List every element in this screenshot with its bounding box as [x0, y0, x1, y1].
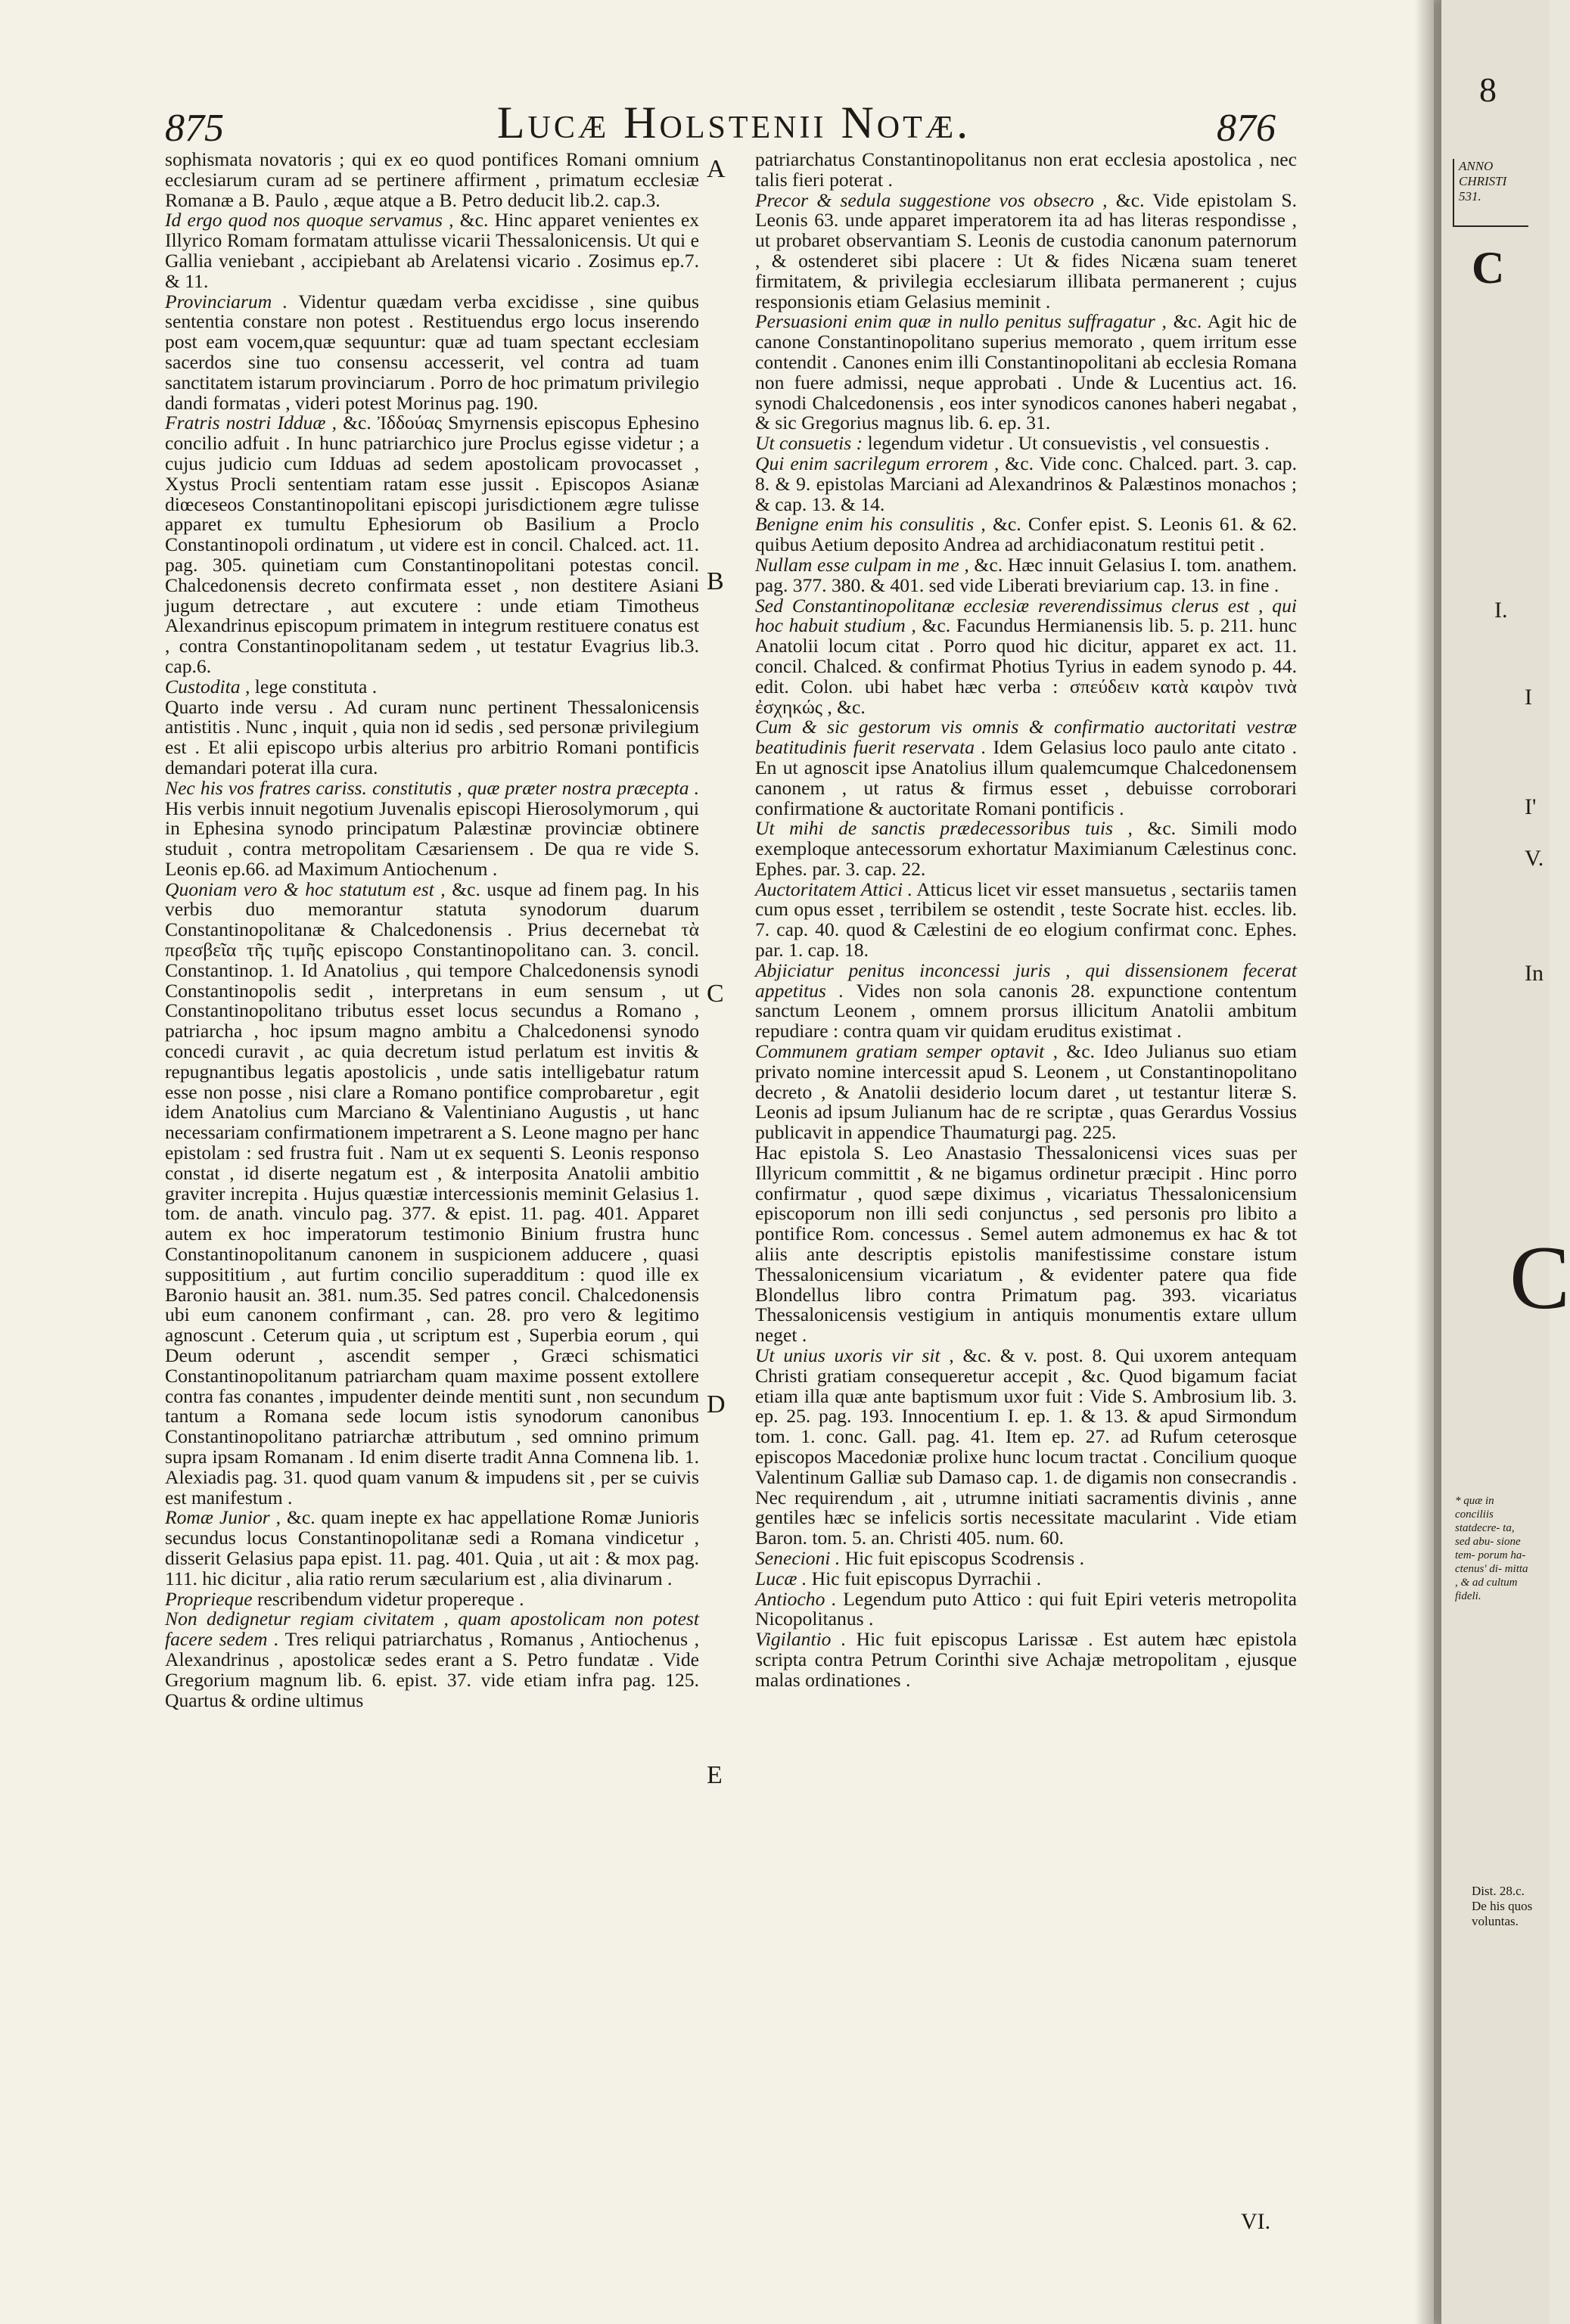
- note-paragraph: [165, 880, 699, 1508]
- lemma: Senecioni .: [755, 1546, 841, 1569]
- left-column: [165, 150, 699, 1710]
- note-text: &c. Ἰδδούας Smyrnensis episcopus Ephesino concilio adfuit . In hunc patriarchico jure Proclus egisse videtur ; a cujus judicio cum Idduas ad sedem apostolicam provocasset , Xystus Procli sententiam ratam esse jussit . Episcopos Asianæ diœceseos Constantinopolitani episcopi jurisdictionem ægre tulisse apparet ex tumultu Ephesiorum ob Basilium a Proclo Constantinopoli ordinatum , ut videre est in concil. Chalced. act. 11. pag. 305. quinetiam cum Constantinopolitani potestas concil. Chalcedonensis decreto confirmata esset , non destitere Asiani jugum detrectare , aut excutere : unde etiam Timotheus Alexandrinus episcopum primatem in integrum restituere conatus est , contra Constantinopolitanam sedem , ut testatur Evagrius lib.3. cap.6.: [165, 412, 699, 677]
- note-text: &c. Vide epistolam S. Leonis 63. unde apparet imperatorem ita ad has literas respondisse , ut probaret observantiam S. Leonis de custodia canonum paternorum , & ostenderet sibi placere : Ut & fides Nicæna suam teneret firmitatem, & privilegia ecclesiarum illibata permanerent ; cujus responsionis etiam Gelasius meminit .: [755, 188, 1297, 312]
- note-text: Quarto inde versu . Ad curam nunc pertinent Thessalonicensis antistitis . Nunc , inquit , quia non id sedis , sed personæ privilegium est . Et alii episcopo urbis alterius pro arbitrio Romani pontificis demandari poterat illa cura.: [165, 695, 699, 778]
- lemma: Ut unius uxoris vir sit ,: [755, 1344, 954, 1367]
- next-page-number: 8: [1479, 70, 1497, 109]
- catchword: VI.: [1241, 2209, 1271, 2234]
- lemma: Id ergo quod nos quoque servamus ,: [165, 209, 454, 231]
- note-paragraph: [755, 819, 1297, 879]
- lemma: Sed Constantinopolitanæ ecclesiæ reverendissimus clerus est , qui hoc habuit studium ,: [755, 594, 1297, 637]
- note-text: Vides non sola canonis 28. expunctione contentum sanctum Leonem , omnem prorsus illicitum Anatolii ambitum repudiare : contra quam vir quidam eruditus existimat .: [755, 979, 1298, 1042]
- note-text: Hic fuit episcopus Scodrensis .: [844, 1546, 1085, 1569]
- margin-letter-c: C: [707, 980, 724, 1008]
- anno-christi-box: [1453, 159, 1528, 227]
- next-page-initial: C: [1472, 243, 1505, 293]
- lemma: Ut consuetis :: [755, 432, 863, 455]
- note-paragraph: [755, 454, 1297, 514]
- lemma: Vigilantio .: [755, 1628, 847, 1651]
- note-paragraph: [755, 1569, 1297, 1589]
- page-number-left: 875: [165, 107, 224, 150]
- next-page-fragment: I: [1525, 685, 1532, 710]
- note-text: Hic fuit episcopus Larissæ . Est autem hæc epistola scripta contra Petrum Corinthi sive Achajæ metropolitam , ejusque malas ordinationes .: [755, 1628, 1297, 1691]
- lemma: Precor & sedula suggestione vos obsecro ,: [755, 188, 1108, 211]
- next-page-edge: [1441, 0, 1570, 2324]
- lemma: Nullam esse culpam in me ,: [755, 553, 969, 576]
- next-page-fragment: I': [1525, 794, 1537, 819]
- next-page-fragment: V.: [1525, 846, 1544, 871]
- note-paragraph: [165, 695, 699, 778]
- lemma: Custodita ,: [165, 675, 250, 698]
- note-text: His verbis innuit negotium Juvenalis episcopi Hierosolymorum , qui in Ephesina synodo principatum Palæstinæ provinciæ obtinere studuit , contra metropolitam Cæsariensem . De qua re vide S. Leonis ep.66. ad Maximum Antiochenum .: [165, 797, 699, 880]
- note-text: Atticus licet vir esset mansuetus , sectariis tamen cum opus esset , terribilem se ostendit , teste Socrate hist. eccles. lib. 7. cap. 40. quod & Cælestini de eo elogium confirmat conc. Ephes. par. 1. cap. 18.: [755, 878, 1297, 962]
- note-paragraph: [755, 1589, 1297, 1630]
- note-text: lege constituta .: [254, 675, 378, 698]
- note-text: patriarchatus Constantinopolitanus non erat ecclesia apostolica , nec talis fieri poterat .: [755, 148, 1297, 191]
- note-paragraph: [165, 210, 699, 291]
- note-paragraph: [165, 1589, 699, 1610]
- note-paragraph: [165, 1609, 699, 1710]
- lemma: Persuasioni enim quæ in nullo penitus suffragatur ,: [755, 310, 1167, 333]
- next-page-dist-note: Dist. 28.c. De his quos voluntas.: [1472, 1884, 1533, 1928]
- note-text: &c. quam inepte ex hac appellatione Romæ Junioris secundus locus Constantinopolitanæ sedi a Romana vindicetur , disserit Gelasius papa epist. 11. pag. 401. Quia , ut ait : & mox pag. 111. hic dicitur , alia ratio rerum sæcularium est , alia divinarum .: [165, 1506, 699, 1589]
- margin-letter-a: A: [707, 155, 726, 183]
- margin-letter-e: E: [707, 1761, 723, 1789]
- margin-letter-d: D: [707, 1390, 726, 1418]
- note-text: rescribendum videtur propereque .: [257, 1587, 524, 1610]
- next-page-footnote: * quæ in conciliis statdecre- ta, sed abu- sione tem- porum ha- ctenus' di- mitta , & ad cultum fideli.: [1455, 1495, 1528, 1602]
- note-paragraph: [755, 188, 1297, 312]
- note-paragraph: [755, 717, 1297, 819]
- note-paragraph: [755, 312, 1297, 433]
- note-paragraph: [755, 1143, 1297, 1346]
- lemma: Antiocho .: [755, 1587, 837, 1610]
- note-paragraph: [755, 514, 1297, 555]
- note-text: Hac epistola S. Leo Anastasio Thessalonicensi vices suas per Illyricum committit , & ne bigamus ordinetur præcipit . Hinc porro confirmatur , quod sæpe diximus , vicariatus Thessalonicensium episcoporum non illi sedi conjunctus , sed personis pro libito a pontifice Rom. concessus . Semel autem admonemus ex hac & tot aliis ante descriptis epistolis manifestissime constare istum Thessalonicensium vicariatum , & evidenter patere qua fide Blondellus libro contra Primatum pag. 393. vicariatus Thessalonicensis vestigium in antiquis monumentis extare ullum neget .: [755, 1142, 1297, 1347]
- lemma: Nec his vos fratres cariss. constitutis , quæ præter nostra præcepta .: [165, 776, 699, 799]
- note-text: legendum videtur . Ut consuevistis , vel consuestis .: [867, 432, 1270, 455]
- note-text: &c. Confer epist. S. Leonis 61. & 62. quibus Aetium deposito Andrea ad archidiaconatum restitui petit .: [755, 513, 1297, 556]
- note-paragraph: [755, 150, 1297, 191]
- note-text: Hic fuit episcopus Dyrrachii .: [811, 1567, 1042, 1589]
- running-title: Lucæ Holstenii Notæ.: [496, 98, 972, 148]
- note-text: &c. Facundus Hermianensis lib. 5. p. 211. hunc Anatolii locum citat . Porro quod hic dicitur, apparet ex act. 11. concil. Chalced. & confirmat Photius Tyrius in eadem synodo p. 44. edit. Colon. ubi habet hæc verba : σπεύδειν κατὰ καιρὸν τινὰ ἐσχηκώς , &c.: [755, 614, 1298, 718]
- lemma: Provinciarum .: [165, 290, 288, 312]
- lemma: Proprieque: [165, 1587, 253, 1610]
- lemma: Ut mihi de sanctis prædecessoribus tuis ,: [755, 817, 1133, 840]
- note-text: Videntur quædam verba excidisse , sine quibus sententia constare non potest . Restituendus ergo locus inserendo post eam vocem,quæ sequuntur: quæ ad tuam spectant ecclesiam sacerdos sine tuo consensu accesserit, vel contra ad tuam sanctitatem istarum provinciarum . Porro de hoc primatum privilegio dandi formatas , videri potest Morinus pag. 190.: [165, 290, 700, 414]
- next-page-fragment: In: [1525, 961, 1544, 986]
- note-text: Legendum puto Attico : qui fuit Epiri veteris metropolita Nicopolitanus .: [755, 1587, 1297, 1630]
- note-paragraph: [165, 1508, 699, 1589]
- note-paragraph: [755, 880, 1297, 961]
- note-paragraph: [755, 1630, 1297, 1690]
- christi-label: CHRISTI: [1459, 174, 1507, 188]
- note-text: &c. Simili modo exemploque antecessorum exhortatur Maximianum Cælestinus conc. Ephes. par. 3. cap. 22.: [755, 817, 1297, 880]
- note-text: &c. usque ad finem pag. In his verbis duo memorantur statuta synodorum duarum Constantinopolitanæ & Chalcedonensis . Prius decernebat τὰ πρεσβεῖα τῆς τιμῆς episcopo Constantinopolitano can. 3. concil. Constantinop. 1. Id Anatolius , qui tempore Chalcedonensis synodi Constantinopolis sedit , interpretans in eum sensum , ut Constantinopolitano tributus esset locus secundus a Romano , patriarcha , hoc ipsum magno ambitu a Chalcedonensi synodo concedi curavit , ac quia decretum istud perlatum est invitis & repugnantibus legatis apostolicis , unde satis intelligebatur ratum esse non posse , nisi clare a Romano pontifice comprobaretur , egit idem Anatolius cum Marciano & Valentiniano Augustis , ut hanc necessariam confirmationem impetrarent a S. Leone magno per hanc epistolam : sed frustra fuit . Nam ut ex sequenti S. Leonis responso constat , id diserte negatum est , & interposita Anatolii ambitio graviter increpita . Hujus quæstiæ intercessionis meminit Gelasius 1. tom. de anath. vinculo pag. 377. & epist. 11. pag. 401. Apparet autem ex hoc imperatorum testimonio Binium frustra hunc Constantinopolitanum canonem in suspicionem adducere , quasi supposititium , aut furtim concilio superadditum : quod ille ex Baronio hausit an. 381. num.35. Sed patres concil. Chalcedonensis ubi eum canonem confirmant , can. 28. pro vero & legitimo agnoscunt . Ceterum quia , ut scriptum est , Superbia eorum , qui Deum oderunt , ascendit semper , Græci schismatici Constantinopolitanum patriarcham quam maxime possent extollere contra fas conantes , impudenter deinde mentiti sunt , non secundum tantum a Romana sede locum istis synodorum canonibus Constantinopolitano patriarchæ attributum , sed omnino primum supra ipsam Romanam . Id enim diserte tradit Anna Comnena lib. 1. Alexiadis pag. 31. quod quam vanum & impudens sit , per se cuivis est manifestum .: [165, 878, 699, 1508]
- lemma: Cum & sic gestorum vis omnis & confirmatio auctoritati vestræ beatitudinis fuerit reservata .: [755, 716, 1297, 759]
- note-text: Tres reliqui patriarchatus , Romanus , Antiochenus , Alexandrinus , apostolicæ sedes erant a S. Petro fundatæ . Vide Gregorium magnum lib. 6. epist. 37. vide etiam infra pag. 125. Quartus & ordine ultimus: [165, 1628, 699, 1711]
- margin-letter-b: B: [707, 567, 724, 595]
- lemma: Fratris nostri Idduæ ,: [165, 412, 337, 434]
- note-text: &c. Vide conc. Chalced. part. 3. cap. 8. & 9. epistolas Marciani ad Alexandrinos & Palæstinos monachos ; & cap. 13. & 14.: [755, 452, 1297, 515]
- note-text: &c. Ideo Julianus suo etiam privato nomine intercessit apud S. Leonem , ut Constantinopolitano decreto , & Anatolii desiderio locum daret , ut testantur literæ S. Leonis ad ipsum Julianum hac de re scriptæ , quas Gerardus Vossius publicavit in appendice Thaumaturgi pag. 225.: [755, 1040, 1298, 1144]
- lemma: Communem gratiam semper optavit ,: [755, 1040, 1058, 1063]
- note-paragraph: [165, 292, 699, 414]
- note-text: sophismata novatoris ; qui ex eo quod pontifices Romani omnium ecclesiarum curam ad se pertinere affirment , primatum ecclesiæ Romanæ a B. Paulo , æque atque a B. Petro deducit lib.2. cap.3.: [165, 148, 699, 211]
- note-paragraph: [165, 413, 699, 676]
- lemma: Quoniam vero & hoc statutum est ,: [165, 878, 446, 900]
- note-paragraph: [755, 596, 1297, 718]
- anno-label: ANNO: [1459, 159, 1494, 173]
- next-page-large-initial: C: [1509, 1227, 1570, 1328]
- note-text: &c. Hinc apparet venientes ex Illyrico Romam formatam attulisse vicarii Thessalonicensis. Ut qui e Gallia veniebant , accipiebant ab Arelatensi vicario . Zosimus ep.7. & 11.: [165, 209, 699, 292]
- lemma: Romæ Junior ,: [165, 1506, 281, 1529]
- next-page-fragment: I.: [1494, 598, 1508, 623]
- note-text: &c. Hæc innuit Gelasius I. tom. anathem. pag. 377. 380. & 401. sed vide Liberati breviarium cap. 13. in fine .: [755, 553, 1297, 596]
- lemma: Auctoritatem Attici .: [755, 878, 913, 900]
- note-paragraph: [755, 1546, 1297, 1569]
- right-column: [755, 150, 1297, 1691]
- lemma: Lucæ .: [755, 1567, 807, 1589]
- note-paragraph: [755, 958, 1298, 1042]
- lemma: Qui enim sacrilegum errorem ,: [755, 452, 1000, 474]
- lemma: Benigne enim his consulitis ,: [755, 513, 986, 536]
- note-text: &c. Agit hic de canone Constantinopolitano superius memorato , quem irritum esse contendit . Canones enim illi Constantinopolitani ab ecclesia Romana non fuere admissi, neque approbati . Unde & Lucentius act. 16. synodi Chalcedonensis , eos inter synodicos canones haberi negabat , & sic Gregorius magnus lib. 6. ep. 31.: [755, 310, 1297, 434]
- note-text: &c. & v. post. 8. Qui uxorem antequam Christi gratiam consequeretur accepit , &c. Quod bigamum faciat etiam illa quæ ante baptismum uxor fuit : Vide S. Ambrosium lib. 3. ep. 25. pag. 193. Innocentium I. ep. 1. & 13. & apud Sirmondum tom. 1. conc. Gall. pag. 41. Item ep. 27. ad Rufum ceterosque episcopos Macedoniæ prolixe hunc locum tractat . Concilium quoque Valentinum Galliæ sub Damaso cap. 1. de digamis non consecrandis . Nec requirendum , ait , utrumne initiati sacramentis divinis , anne gentiles hæc se infelicis sortis necessitate macularint . Vide etiam Baron. tom. 5. an. Christi 405. num. 60.: [755, 1344, 1297, 1549]
- note-paragraph: [165, 778, 699, 880]
- note-text: Idem Gelasius loco paulo ante citato . En ut agnoscit ipse Anatolius illum qualemcumque Chalcedonensem canonem , ut ratus & firmus esset , debuisse corroborari confirmatione & auctoritate Romani pontificis .: [755, 736, 1297, 819]
- note-paragraph: [755, 555, 1297, 596]
- note-paragraph: [165, 677, 699, 698]
- note-paragraph: [165, 150, 699, 210]
- note-paragraph: [755, 1346, 1297, 1549]
- lemma: Abjiciatur penitus inconcessi juris , qui dissensionem fecerat appetitus .: [755, 958, 1297, 1002]
- note-paragraph: [755, 1042, 1297, 1143]
- note-paragraph: [755, 433, 1297, 454]
- page-number-right: 876: [1217, 107, 1276, 150]
- year-label: 531.: [1459, 189, 1481, 204]
- lemma: Non dedignetur regiam civitatem , quam apostolicam non potest facere sedem .: [165, 1608, 699, 1651]
